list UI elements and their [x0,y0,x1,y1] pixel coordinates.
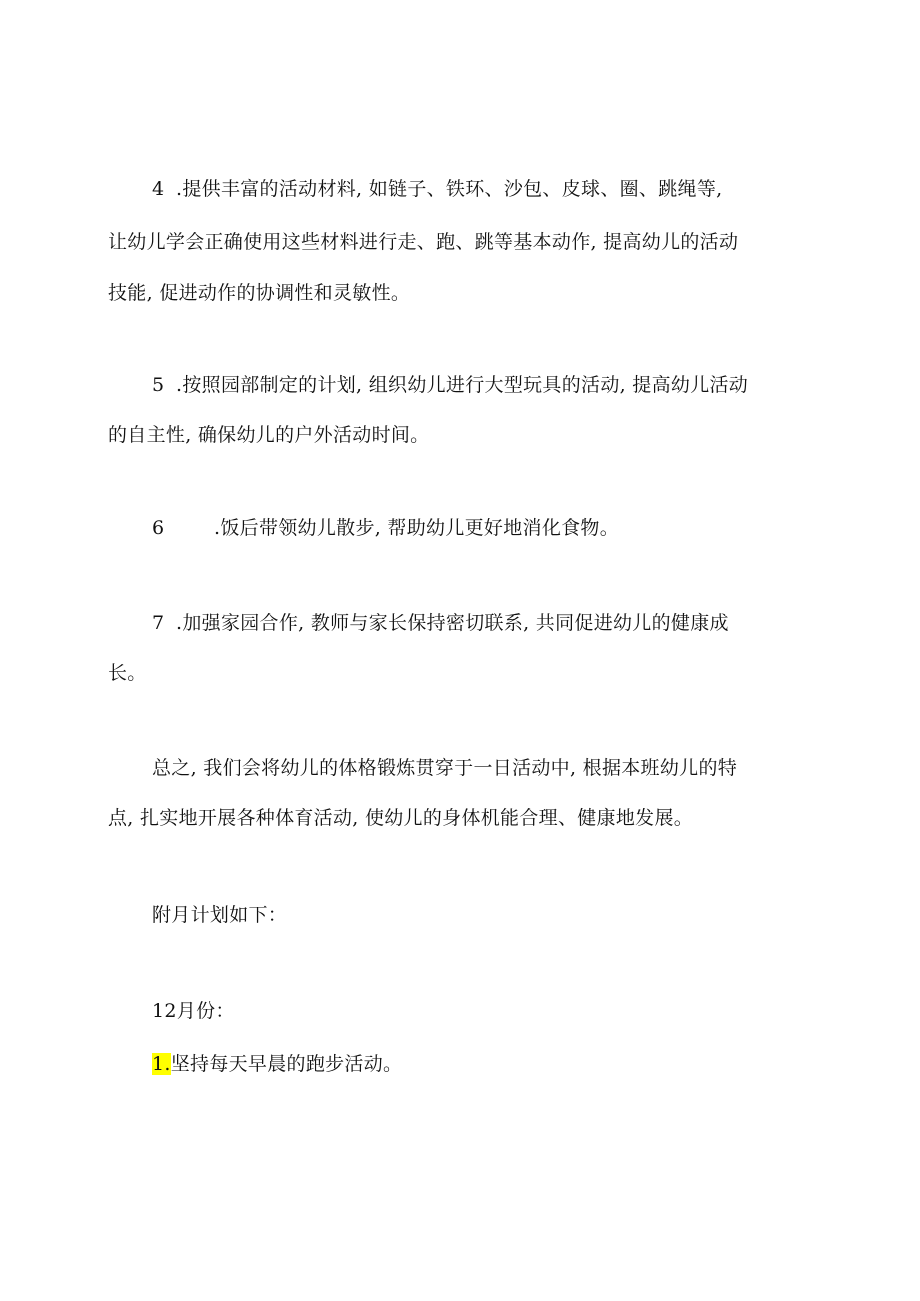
item-6-line-1 [152,515,619,541]
plan-item-1-text: 坚持每天早晨的跑步活动。 [170,1053,403,1075]
plan-item-1-number-highlight: 1. [152,1053,171,1075]
item-4-line-2: 让幼儿学会正确使用这些材料进行走、跑、跳等基本动作, 提高幼儿的活动 [108,231,739,253]
item-7-line-1 [152,610,729,636]
item-6-text-1: .饭后带领幼儿散步, 帮助幼儿更好地消化食物。 [214,517,620,539]
item-6-number: 6 [152,517,165,539]
month-heading: 12月份： [152,1000,235,1022]
item-7-number: 7 [152,612,165,634]
summary-line-2: 点, 扎实地开展各种体育活动, 使幼儿的身体机能合理、健康地发展。 [108,807,694,829]
summary-line-1: 总之, 我们会将幼儿的体格锻炼贯穿于一日活动中, 根据本班幼儿的特 [152,757,738,779]
item-5-text-1: .按照园部制定的计划, 组织幼儿进行大型玩具的活动, 提高幼儿活动 [176,374,749,396]
item-4-line-3: 技能, 促进动作的协调性和灵敏性。 [108,282,411,304]
item-7-text-1: .加强家园合作, 教师与家长保持密切联系, 共同促进幼儿的健康成 [176,612,729,634]
appendix-heading: 附月计划如下： [152,904,288,926]
item-4-number: 4 [152,178,165,200]
item-4-line-1 [152,176,722,202]
item-5-line-2: 的自主性, 确保幼儿的户外活动时间。 [108,424,430,446]
item-5-line-1 [152,372,748,398]
item-5-number: 5 [152,374,165,396]
plan-item-1 [152,1051,402,1077]
item-7-line-2: 长。 [108,662,147,684]
item-4-text-1: .提供丰富的活动材料, 如链子、铁环、沙包、皮球、圈、跳绳等, [176,178,723,200]
